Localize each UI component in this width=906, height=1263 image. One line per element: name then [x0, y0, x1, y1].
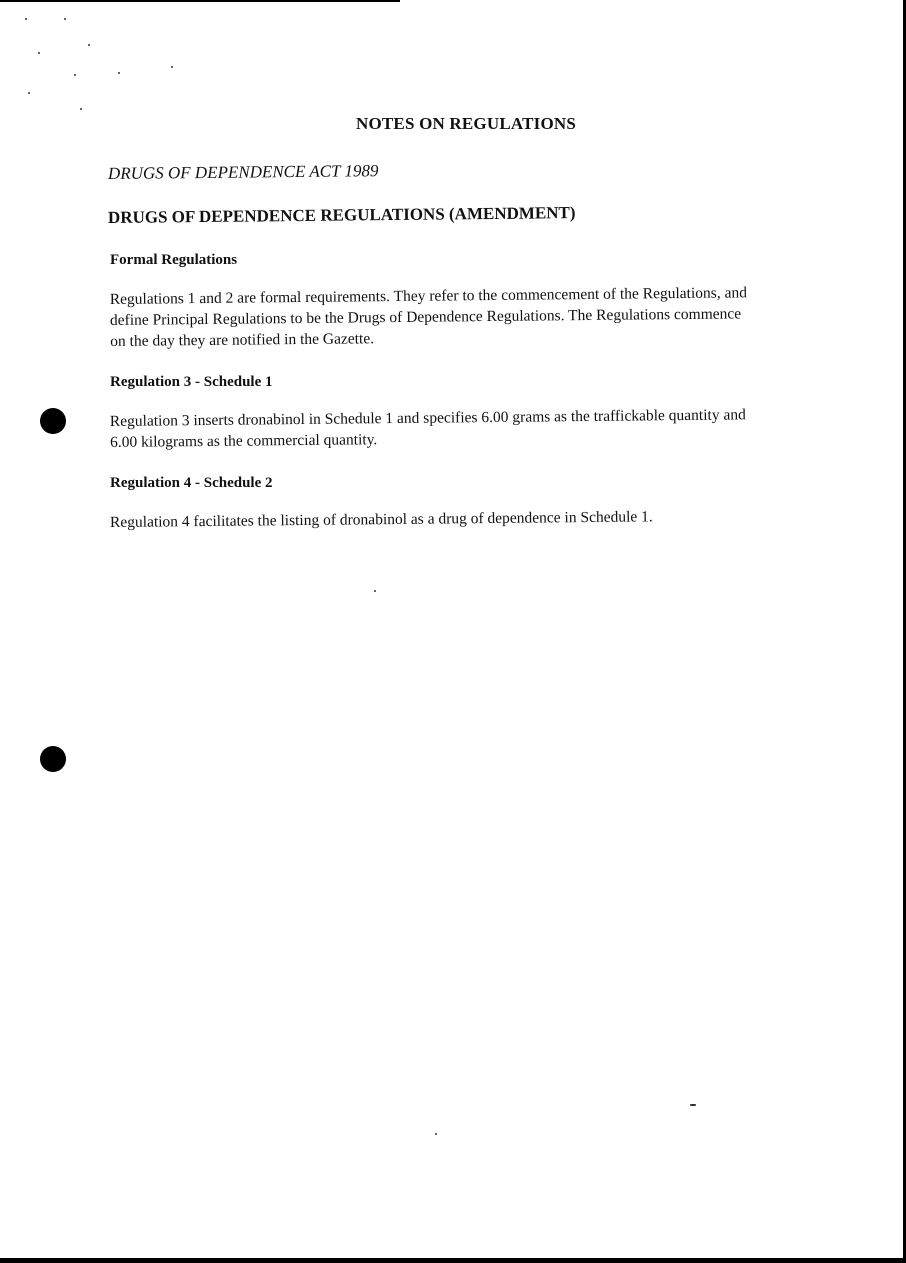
section-body-regulation-3: Regulation 3 inserts dronabinol in Schedule 1 and specifies 6.00 grams as the traffickable quantity and 6.00 kilograms as the commercial quantity. [109, 406, 746, 451]
scan-speck [38, 52, 40, 54]
scan-speck [80, 108, 82, 110]
section-title-regulation-4: Regulation 4 - Schedule 2 [110, 475, 273, 491]
scan-speck [435, 1133, 437, 1135]
scan-edge-bottom [0, 1258, 906, 1263]
section-body-formal-regulations: Regulations 1 and 2 are formal requirements. They refer to the commencement of the Regulations, and define Principal Regulations to be the Drugs of Dependence Regulations. The Regulations commence on the day they are notified in the Gazette. [109, 284, 748, 350]
scan-speck [64, 18, 66, 20]
scan-edge-top [0, 0, 400, 2]
section-title-formal-regulations: Formal Regulations [110, 252, 238, 268]
scan-speck [118, 72, 120, 74]
section-body-regulation-4: Regulation 4 facilitates the listing of dronabinol as a drug of dependence in Schedule 1. [109, 508, 653, 531]
punch-hole-top [40, 408, 66, 434]
act-heading: DRUGS OF DEPENDENCE ACT 1989 [107, 161, 379, 183]
scan-speck [171, 66, 173, 68]
scan-speck [88, 44, 90, 46]
document-title: NOTES ON REGULATIONS [355, 114, 576, 133]
regulations-heading: DRUGS OF DEPENDENCE REGULATIONS (AMENDMENT) [107, 203, 576, 227]
punch-hole-bottom [40, 746, 66, 772]
scan-speck [74, 74, 76, 76]
section-title-regulation-3: Regulation 3 - Schedule 1 [110, 374, 273, 390]
scan-speck [28, 92, 30, 94]
scan-speck [374, 590, 376, 592]
scan-speck [25, 18, 27, 20]
scan-speck [690, 1104, 696, 1106]
document-content [108, 114, 768, 555]
